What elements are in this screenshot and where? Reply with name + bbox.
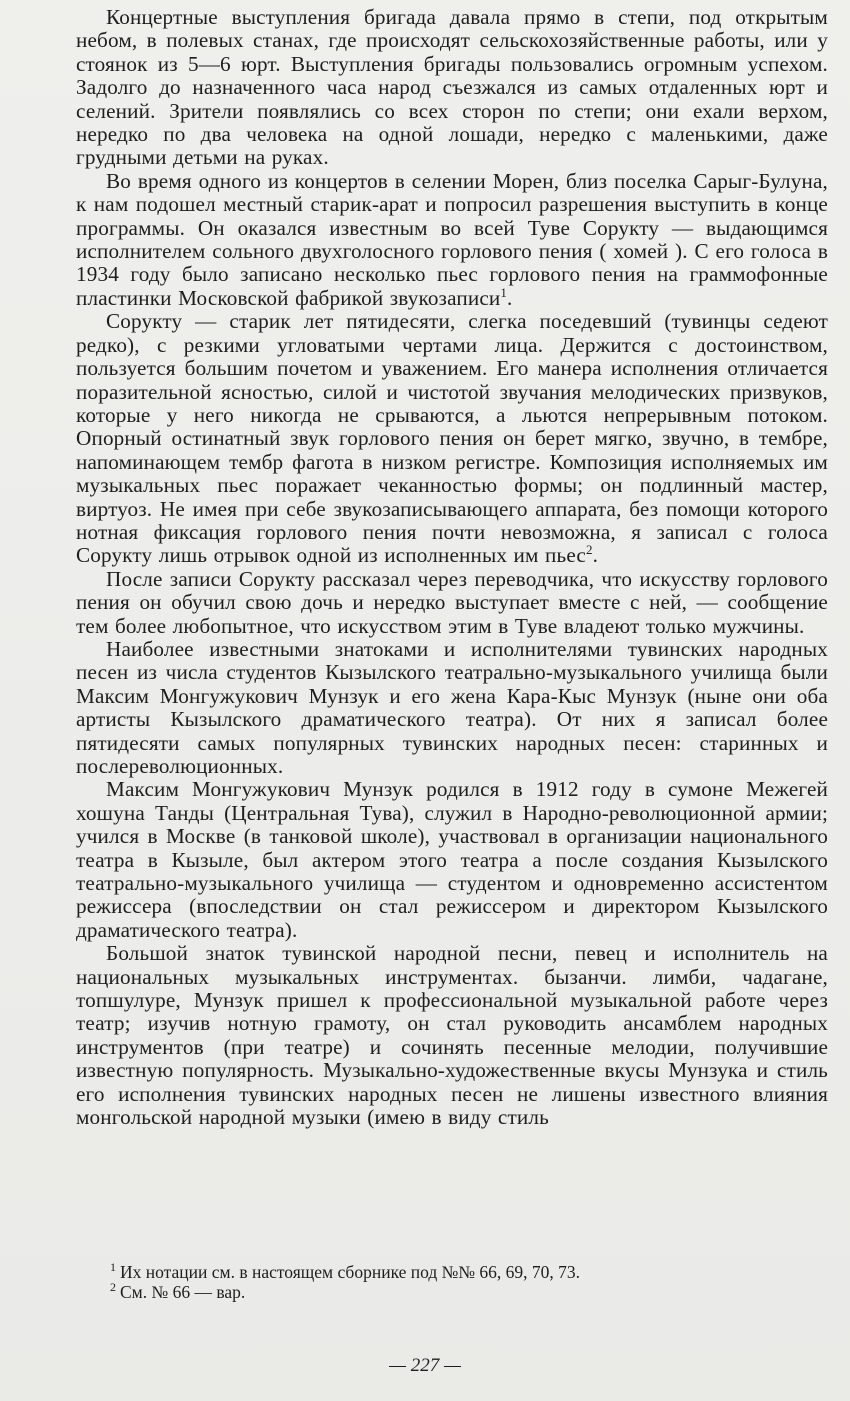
paragraph-text: После записи Сорукту рассказал через переводчика, что искусству горлового пения он обучил свою дочь и нередко выступает вместе с ней, — сообщение тем более любопытное, что искусством этим в Туве владеют только мужчины. (76, 566, 828, 638)
paragraph-2: Во время одного из концертов в селении Морен, близ поселка Сарыг-Булуна, к нам подошел местный старик-арат и попросил разрешения выступить в конце программы. Он оказался известным во всей Туве Сорукту — выдающимся исполнителем сольного двухголосного горлового пения ( хомей ). С его голоса в 1934 году было записано несколько пьес горлового пения на граммофонные пластинки Московской фабрикой звукозаписи$^1$. (76, 168, 828, 310)
paragraph-text: Концертные выступления бригада давала прямо в степи, под открытым небом, в полевых станах, где происходят сельскохозяйственные работы, или у стоянок из 5—6 юрт. Выступления бригады пользовались огромным успехом. Задолго до назначенного часа народ съезжался из самых отдаленных юрт и селений. Зрители появлялись со всех сторон по степи; они ехали верхом, нередко по два человека на одной лошади, нередко с маленькими, даже грудными детьми на руках. (76, 5, 828, 170)
paragraph-text: Во время одного из концертов в селении Морен, близ поселка Сарыг-Булуна, к нам подошел местный старик-арат и попросил разрешения выступить в конце программы. Он оказался известным во всей Туве Сорукту — выдающимся исполнителем сольного двухголосного горлового пения ( хомей ). С его голоса в 1934 году было записано несколько пьес горлового пения на граммофонные пластинки Московской фабрикой звукозаписи (76, 168, 828, 310)
page-number: — 227 — (389, 1355, 461, 1376)
paragraph-7 (76, 942, 828, 1129)
paragraph-text: Сорукту — старик лет пятидесяти, слегка поседевший (тувинцы седеют редко), с резкими угловатыми чертами лица. Держится с достоинством, пользуется большим почетом и уважением. Его манера исполнения отличается поразительной ясностью, силой и чистотой звучания мелодических призвуков, которые у него никогда не срываются, а льются непрерывным потоком. Опорный остинатный звук горлового пения он берет мягко, звучно, в тембре, напоминающем тембр фагота в низком регистре. Композиция исполняемых им музыкальных пьес поражает чеканностью формы; он подлинный мастер, виртуоз. Не имея при себе звукозаписывающего аппарата, без помощи которого нотная фиксация горлового пения почти невозможна, я записал с голоса Сорукту лишь отрывок одной из исполненных им пьес (76, 309, 828, 568)
paragraph-5 (76, 638, 828, 778)
footnote-1 (110, 1262, 810, 1282)
footnotes (110, 1262, 810, 1302)
footnote-text: Их нотации см. в настоящем сборнике под №№ 66, 69, 70, 73. (120, 1262, 581, 1282)
paragraph-text: Наиболее известными знатоками и исполнителями тувинских народных песен из числа студентов Кызылского театрально-музыкального училища были Максим Монгужукович Мунзук и его жена Кара-Кыс Мунзук (ныне они оба артисты Кызылского драматического театра). От них я записал более пятидесяти самых популярных тувинских народных песен: старинных и послереволюционных. (76, 636, 828, 778)
footnote-number: 1 (110, 1260, 116, 1275)
footnote-ref-1[interactable]: 1 (500, 284, 508, 300)
footnote-2 (110, 1282, 810, 1302)
footnote-ref-2[interactable]: 2 (586, 542, 593, 558)
footnote-number: 2 (110, 1280, 116, 1295)
body-text (76, 6, 828, 1130)
paragraph-4 (76, 568, 828, 638)
paragraph-6 (76, 778, 828, 942)
footnote-text: См. № 66 — вар. (120, 1282, 246, 1302)
paragraph-text: Максим Монгужукович Мунзук родился в 1912 году в сумоне Межегей хошуна Танды (Центральная Тува), служил в Народно-революционной армии; учился в Москве (в танковой школе), участвовал в организации национального театра в Кызыле, был актером этого театра а после создания Кызылского театрально-музыкального училища — студентом и одновременно ассистентом режиссера (впоследствии он стал режиссером и директором Кызылского драматического театра). (76, 777, 828, 942)
paragraph-3: Сорукту — старик лет пятидесяти, слегка поседевший (тувинцы седеют редко), с резкими угловатыми чертами лица. Держится с достоинством, пользуется большим почетом и уважением. Его манера исполнения отличается поразительной ясностью, силой и чистотой звучания мелодических призвуков, которые у него никогда не срываются, а льются непрерывным потоком. Опорный остинатный звук горлового пения он берет мягко, звучно, в тембре, напоминающем тембр фагота в низком регистре. Композиция исполняемых им музыкальных пьес поражает чеканностью формы; он подлинный мастер, виртуоз. Не имея при себе звукозаписывающего аппарата, без помощи которого нотная фиксация горлового пения почти невозможна, я записал с голоса Сорукту лишь отрывок одной из исполненных им пьес$^2$. (76, 309, 828, 568)
paragraph-1 (76, 6, 828, 170)
paragraph-text: Большой знаток тувинской народной песни, певец и исполнитель на национальных музыкальных инструментах. бызанчи. лимби, чадагане, топшулуре, Мунзук пришел к профессиональной музыкальной работе через театр; изучив нотную грамоту, он стал руководить ансамблем народных инструментов (при театре) и сочинять песенные мелодии, получившие известную популярность. Музыкально-художественные вкусы Мунзука и стиль его исполнения тувинских народных песен не лишены известного влияния монгольской народной музыки (имею в виду стиль (76, 941, 828, 1130)
